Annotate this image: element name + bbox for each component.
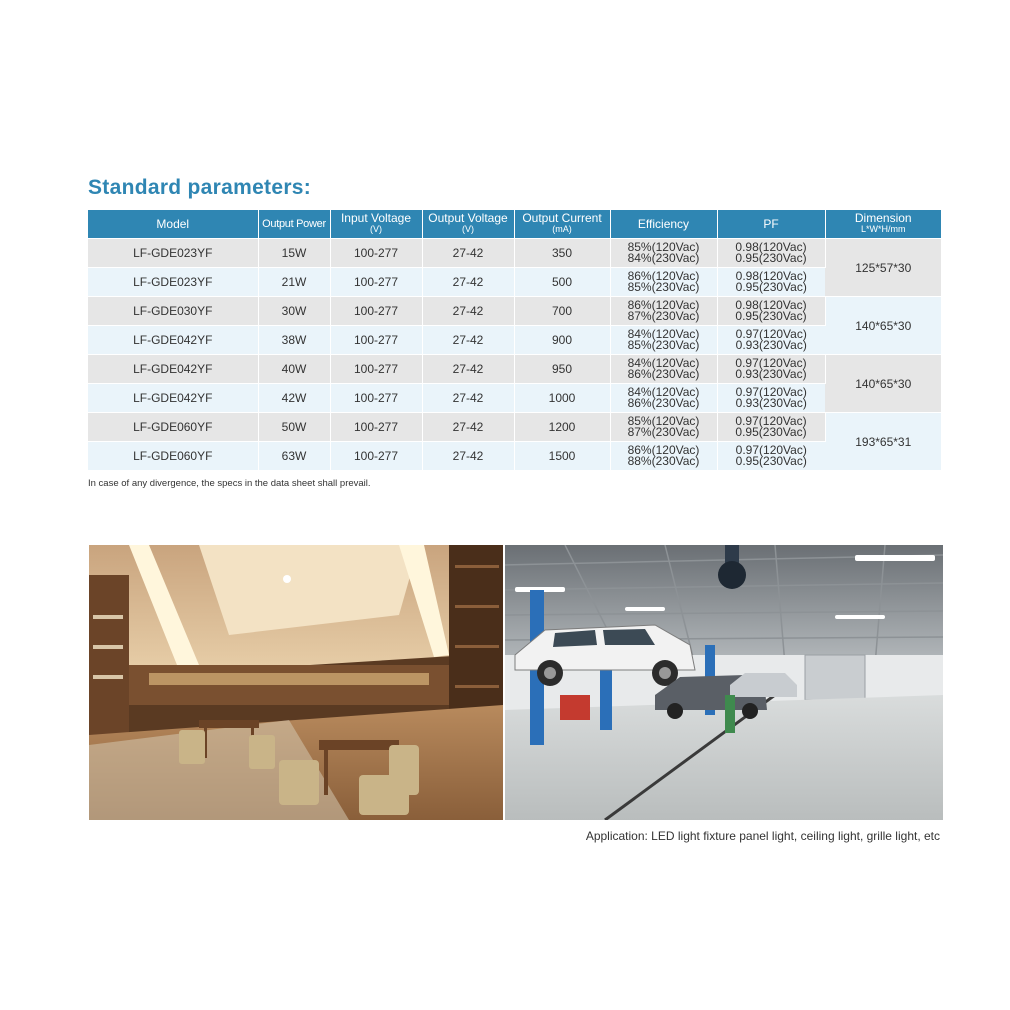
cell-model: LF-GDE042YF	[88, 355, 258, 384]
cell-dimension: 140*65*30	[825, 297, 941, 355]
page-title: Standard parameters:	[88, 176, 312, 199]
cell-output-current: 350	[514, 239, 610, 268]
cell-efficiency: 84%(120Vac) 86%(230Vac)	[610, 355, 717, 384]
cell-output-current: 950	[514, 355, 610, 384]
cell-model: LF-GDE042YF	[88, 384, 258, 413]
cell-dimension: 193*65*31	[825, 413, 941, 471]
cell-output-voltage: 27-42	[422, 239, 514, 268]
cell-power: 42W	[258, 384, 330, 413]
table-row	[88, 239, 941, 268]
cell-pf: 0.98(120Vac) 0.95(230Vac)	[717, 239, 825, 268]
table-row	[88, 442, 941, 471]
cell-pf: 0.97(120Vac) 0.93(230Vac)	[717, 355, 825, 384]
cell-output-voltage: 27-42	[422, 442, 514, 471]
cell-output-current: 500	[514, 268, 610, 297]
cell-model: LF-GDE030YF	[88, 297, 258, 326]
header-model: Model	[88, 210, 258, 239]
cell-power: 30W	[258, 297, 330, 326]
cell-efficiency: 84%(120Vac) 85%(230Vac)	[610, 326, 717, 355]
cell-pf: 0.97(120Vac) 0.93(230Vac)	[717, 384, 825, 413]
cell-output-voltage: 27-42	[422, 355, 514, 384]
standard-parameters-table	[88, 210, 941, 470]
cell-efficiency: 84%(120Vac) 86%(230Vac)	[610, 384, 717, 413]
garage-photo	[505, 545, 943, 820]
application-caption: Application: LED light fixture panel light, ceiling light, grille light, etc	[585, 829, 940, 843]
table-row	[88, 384, 941, 413]
cell-input-voltage: 100-277	[330, 355, 422, 384]
cell-dimension: 140*65*30	[825, 355, 941, 413]
table-row	[88, 268, 941, 297]
cell-power: 15W	[258, 239, 330, 268]
cell-model: LF-GDE060YF	[88, 442, 258, 471]
header-output-current: Output Current (mA)	[514, 210, 610, 239]
cell-efficiency: 86%(120Vac) 87%(230Vac)	[610, 297, 717, 326]
cell-power: 50W	[258, 413, 330, 442]
cell-input-voltage: 100-277	[330, 239, 422, 268]
header-efficiency: Efficiency	[610, 210, 717, 239]
cell-output-current: 1000	[514, 384, 610, 413]
header-output-power: Output Power	[258, 210, 330, 239]
cell-input-voltage: 100-277	[330, 268, 422, 297]
cell-output-voltage: 27-42	[422, 326, 514, 355]
cell-output-voltage: 27-42	[422, 384, 514, 413]
cell-input-voltage: 100-277	[330, 442, 422, 471]
cell-efficiency: 85%(120Vac) 87%(230Vac)	[610, 413, 717, 442]
cell-efficiency: 85%(120Vac) 84%(230Vac)	[610, 239, 717, 268]
cell-pf: 0.97(120Vac) 0.95(230Vac)	[717, 442, 825, 471]
restaurant-photo	[89, 545, 503, 820]
cell-output-current: 700	[514, 297, 610, 326]
cell-model: LF-GDE042YF	[88, 326, 258, 355]
cell-input-voltage: 100-277	[330, 413, 422, 442]
cell-efficiency: 86%(120Vac) 85%(230Vac)	[610, 268, 717, 297]
cell-output-current: 900	[514, 326, 610, 355]
cell-power: 63W	[258, 442, 330, 471]
cell-power: 21W	[258, 268, 330, 297]
cell-output-voltage: 27-42	[422, 268, 514, 297]
cell-input-voltage: 100-277	[330, 384, 422, 413]
cell-pf: 0.97(120Vac) 0.93(230Vac)	[717, 326, 825, 355]
table-row	[88, 355, 941, 384]
header-pf: PF	[717, 210, 825, 239]
cell-input-voltage: 100-277	[330, 297, 422, 326]
table-header-row	[88, 210, 941, 239]
cell-output-current: 1500	[514, 442, 610, 471]
divergence-note: In case of any divergence, the specs in the data sheet shall prevail.	[88, 478, 371, 489]
cell-pf: 0.98(120Vac) 0.95(230Vac)	[717, 268, 825, 297]
cell-model: LF-GDE023YF	[88, 239, 258, 268]
cell-output-current: 1200	[514, 413, 610, 442]
table-row	[88, 326, 941, 355]
cell-pf: 0.98(120Vac) 0.95(230Vac)	[717, 297, 825, 326]
cell-model: LF-GDE023YF	[88, 268, 258, 297]
cell-output-voltage: 27-42	[422, 297, 514, 326]
header-output-voltage: Output Voltage (V)	[422, 210, 514, 239]
cell-output-voltage: 27-42	[422, 413, 514, 442]
table-row	[88, 297, 941, 326]
cell-power: 38W	[258, 326, 330, 355]
cell-input-voltage: 100-277	[330, 326, 422, 355]
cell-model: LF-GDE060YF	[88, 413, 258, 442]
cell-efficiency: 86%(120Vac) 88%(230Vac)	[610, 442, 717, 471]
cell-power: 40W	[258, 355, 330, 384]
table-row	[88, 413, 941, 442]
cell-dimension: 125*57*30	[825, 239, 941, 297]
header-dimension: Dimension L*W*H/mm	[825, 210, 941, 239]
cell-pf: 0.97(120Vac) 0.95(230Vac)	[717, 413, 825, 442]
header-input-voltage: Input Voltage (V)	[330, 210, 422, 239]
